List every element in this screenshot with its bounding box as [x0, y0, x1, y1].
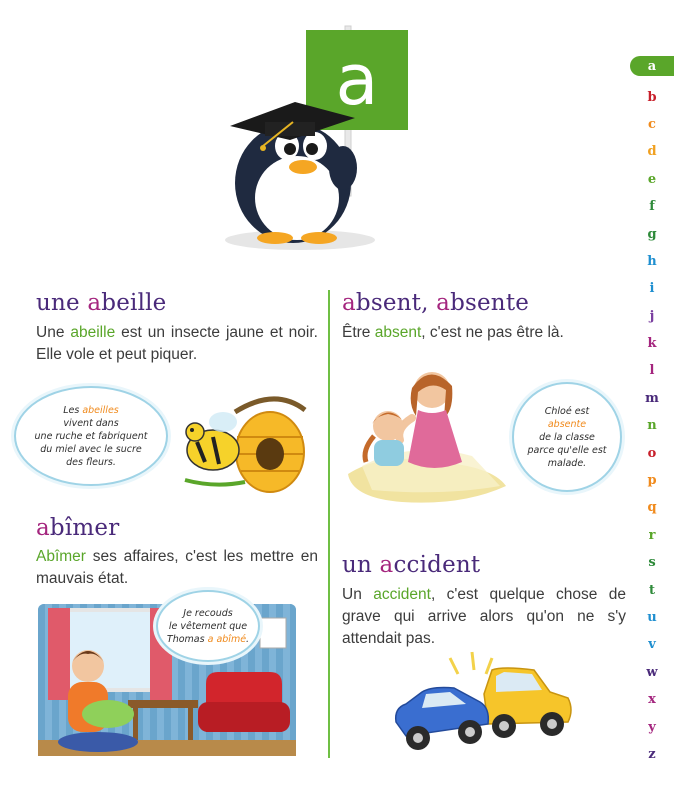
alphabet-letter-o[interactable]: o	[647, 445, 657, 461]
speech-bubble-abeille: Les abeilles vivent dans une ruche et fabriquent du miel avec le sucre des fleurs.	[14, 386, 168, 486]
definition-abimer: Abîmer ses affaires, c'est les mettre en mauvais état.	[36, 548, 318, 587]
alphabet-letter-l[interactable]: l	[649, 363, 655, 379]
alphabet-letter-s[interactable]: s	[648, 555, 656, 571]
alphabet-letter-e[interactable]: e	[647, 171, 657, 187]
sign-letter: a	[335, 39, 379, 121]
alphabet-letter-x[interactable]: x	[648, 692, 656, 708]
alphabet-letter-d[interactable]: d	[647, 144, 657, 160]
bee-hive-illustration	[175, 392, 310, 502]
alphabet-letter-u[interactable]: u	[647, 610, 657, 625]
definition-absent: Être absent, c'est ne pas être là.	[342, 324, 564, 341]
column-divider	[328, 290, 330, 758]
alphabet-letter-z[interactable]: z	[648, 746, 656, 762]
alphabet-letter-y[interactable]: y	[648, 719, 656, 735]
penguin-mascot-illustration	[215, 18, 425, 258]
alphabet-letter-a[interactable]: a	[630, 56, 674, 76]
alphabet-letter-m[interactable]: m	[645, 390, 659, 406]
definition-accident: Un accident, c'est quelque chose de grave qui arrive alors qu'on ne s'y attendait pas.	[342, 586, 627, 647]
speech-bubble-abimer: Je recouds le vêtement que Thomas a abîmé.	[156, 590, 260, 662]
word-heading-abimer: abîmer	[36, 515, 120, 541]
alphabet-letter-i[interactable]: i	[649, 281, 655, 297]
alphabet-letter-v[interactable]: v	[648, 637, 656, 653]
alphabet-letter-c[interactable]: c	[648, 116, 656, 132]
alphabet-letter-n[interactable]: n	[647, 418, 657, 434]
word-heading-accident: un accident	[342, 552, 481, 578]
alphabet-letter-t[interactable]: t	[648, 582, 655, 598]
alphabet-letter-f[interactable]: f	[649, 199, 655, 215]
alphabet-letter-p[interactable]: p	[647, 473, 657, 489]
alphabet-letter-g[interactable]: g	[647, 226, 657, 242]
speech-bubble-absent: Chloé est absente de la classe parce qu'elle est malade.	[512, 382, 622, 492]
alphabet-letter-k[interactable]: k	[647, 336, 657, 352]
alphabet-letter-j[interactable]: j	[649, 308, 655, 324]
alphabet-letter-b[interactable]: b	[647, 89, 657, 105]
alphabet-letter-q[interactable]: q	[647, 500, 657, 516]
alphabet-letter-h[interactable]: h	[647, 253, 657, 269]
alphabet-letter-w[interactable]: w	[646, 664, 658, 680]
word-heading-abeille: une abeille	[36, 290, 167, 316]
sick-child-illustration	[342, 366, 512, 508]
definition-abeille: Une abeille est un insecte jaune et noir. Elle vole et peut piquer.	[36, 324, 318, 363]
word-heading-absent: absent, absente	[342, 290, 530, 316]
car-crash-illustration	[392, 648, 578, 756]
alphabet-index	[630, 56, 674, 768]
alphabet-letter-r[interactable]: r	[648, 527, 656, 543]
